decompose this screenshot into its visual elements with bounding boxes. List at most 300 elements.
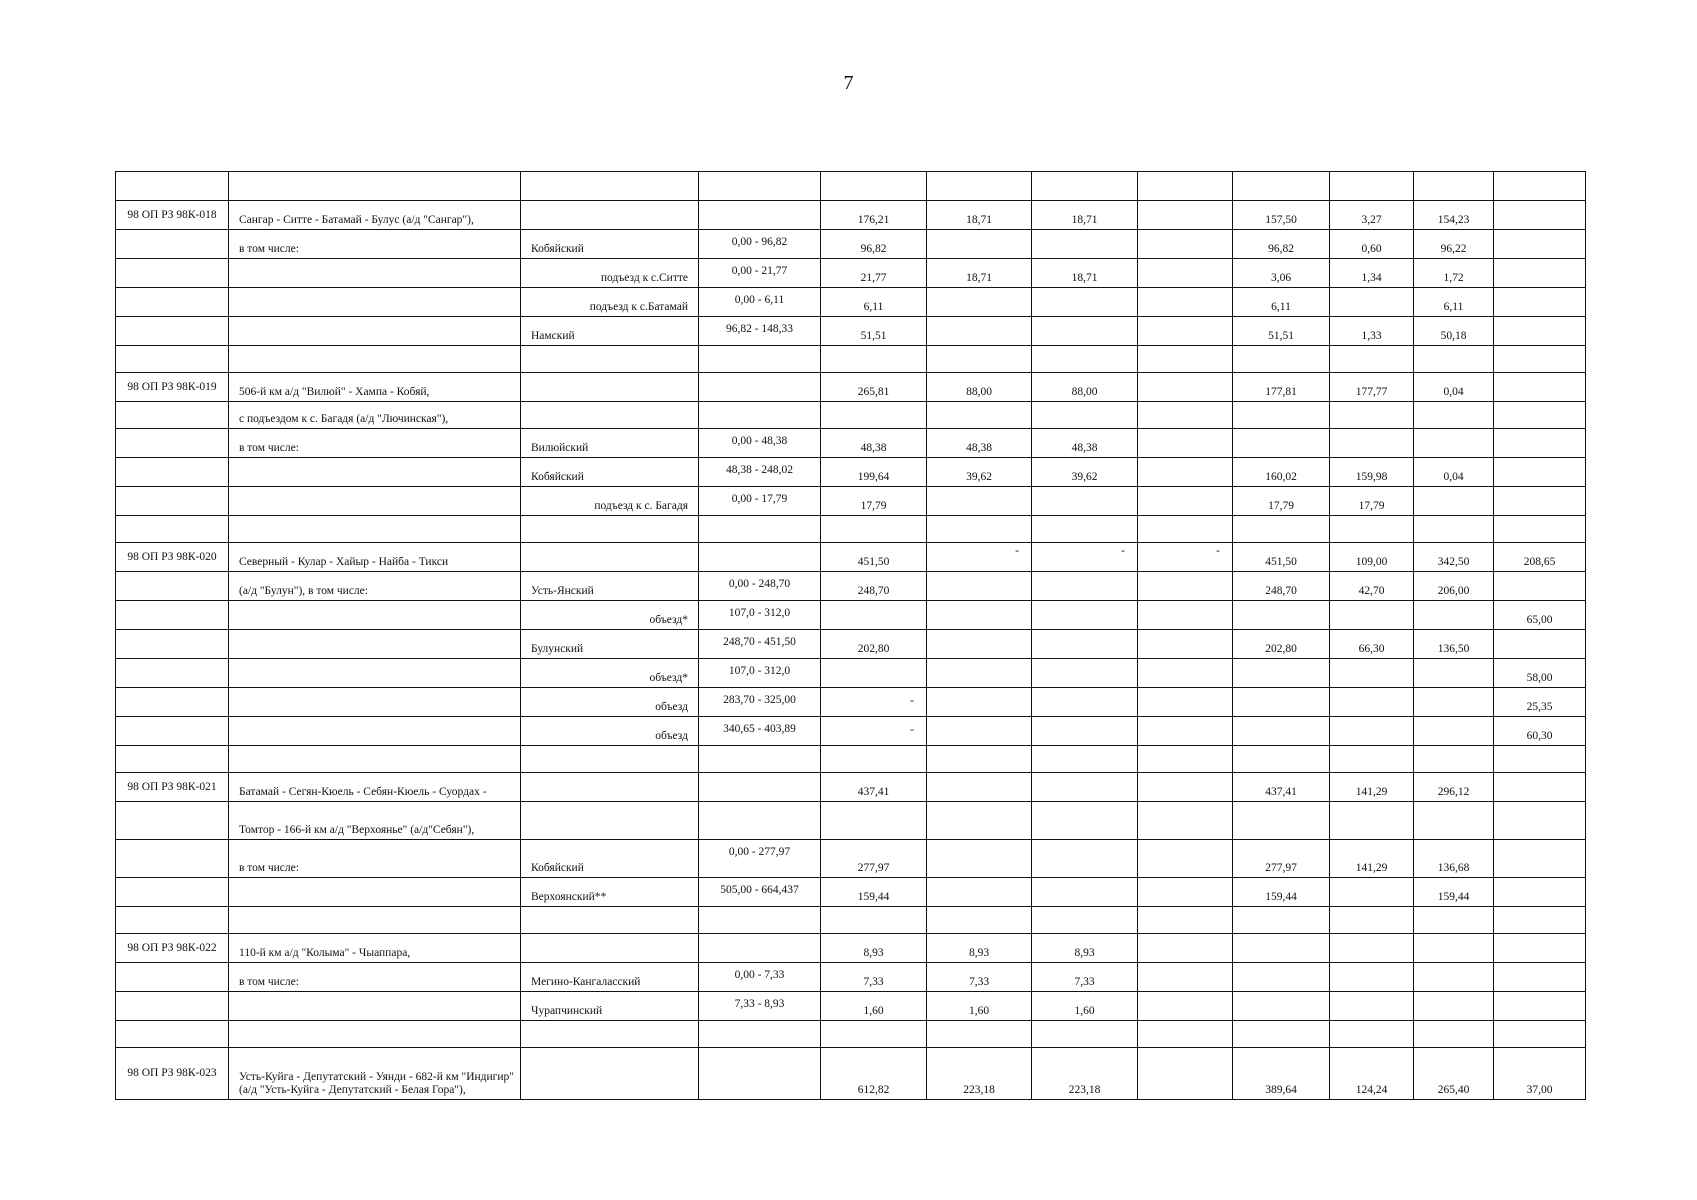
value-cell-v2	[927, 688, 1032, 717]
value-cell-v3: 223,18	[1032, 1048, 1138, 1100]
value-cell-v2	[927, 1021, 1032, 1048]
road-code-cell	[116, 878, 229, 907]
value-cell-v8	[1494, 172, 1586, 201]
district-cell: объезд	[521, 717, 699, 746]
value-cell-v5	[1233, 429, 1330, 458]
table-row	[116, 317, 1586, 346]
value-cell-v5	[1233, 402, 1330, 429]
value-cell-v3: 39,62	[1032, 458, 1138, 487]
value-cell-v3	[1032, 172, 1138, 201]
value-cell-v7: 136,50	[1414, 630, 1494, 659]
value-cell-v1: 48,38	[821, 429, 927, 458]
value-cell-v6: 109,00	[1330, 543, 1414, 572]
road-code-cell	[116, 746, 229, 773]
value-cell-v3: 18,71	[1032, 201, 1138, 230]
value-cell-v6	[1330, 659, 1414, 688]
value-cell-v2	[927, 878, 1032, 907]
value-cell-v4	[1138, 429, 1233, 458]
value-cell-v2: 7,33	[927, 963, 1032, 992]
value-cell-v7	[1414, 746, 1494, 773]
value-cell-v4	[1138, 907, 1233, 934]
value-cell-v6: 141,29	[1330, 840, 1414, 878]
district-cell	[521, 802, 699, 840]
road-name-cell: Северный - Кулар - Хайыр - Найба - Тикси	[229, 543, 521, 572]
km-range-cell: 0,00 - 48,38	[699, 429, 821, 458]
district-cell	[521, 746, 699, 773]
table-row	[116, 487, 1586, 516]
km-range-cell: 248,70 - 451,50	[699, 630, 821, 659]
road-code-cell	[116, 288, 229, 317]
road-code-cell	[116, 717, 229, 746]
value-cell-v8	[1494, 458, 1586, 487]
value-cell-v4	[1138, 373, 1233, 402]
value-cell-v8	[1494, 572, 1586, 601]
value-cell-v3	[1032, 907, 1138, 934]
value-cell-v6: 0,60	[1330, 230, 1414, 259]
km-range-cell	[699, 172, 821, 201]
value-cell-v6	[1330, 878, 1414, 907]
district-cell: Усть-Янский	[521, 572, 699, 601]
value-cell-v5: 451,50	[1233, 543, 1330, 572]
road-name-cell	[229, 516, 521, 543]
km-range-cell	[699, 543, 821, 572]
value-cell-v3	[1032, 773, 1138, 802]
value-cell-v8: 37,00	[1494, 1048, 1586, 1100]
value-cell-v5	[1233, 963, 1330, 992]
value-cell-v1: 248,70	[821, 572, 927, 601]
value-cell-v8: 208,65	[1494, 543, 1586, 572]
km-range-cell: 0,00 - 17,79	[699, 487, 821, 516]
district-cell	[521, 172, 699, 201]
value-cell-v6: 1,33	[1330, 317, 1414, 346]
km-range-cell: 107,0 - 312,0	[699, 601, 821, 630]
value-cell-v2	[927, 717, 1032, 746]
district-cell	[521, 373, 699, 402]
table-row	[116, 543, 1586, 572]
table-row	[116, 1021, 1586, 1048]
value-cell-v7: 50,18	[1414, 317, 1494, 346]
value-cell-v2: 223,18	[927, 1048, 1032, 1100]
value-cell-v5	[1233, 516, 1330, 543]
km-range-cell	[699, 802, 821, 840]
value-cell-v4	[1138, 992, 1233, 1021]
value-cell-v4	[1138, 516, 1233, 543]
value-cell-v1	[821, 601, 927, 630]
value-cell-v2: 18,71	[927, 201, 1032, 230]
table-row	[116, 934, 1586, 963]
value-cell-v6	[1330, 516, 1414, 543]
value-cell-v4	[1138, 572, 1233, 601]
district-cell	[521, 402, 699, 429]
value-cell-v6	[1330, 907, 1414, 934]
road-name-cell	[229, 346, 521, 373]
value-cell-v4	[1138, 717, 1233, 746]
table-row	[116, 230, 1586, 259]
km-range-cell: 0,00 - 6,11	[699, 288, 821, 317]
value-cell-v5: 6,11	[1233, 288, 1330, 317]
value-cell-v6: 42,70	[1330, 572, 1414, 601]
value-cell-v3: 88,00	[1032, 373, 1138, 402]
road-code-cell	[116, 688, 229, 717]
table-row	[116, 802, 1586, 840]
table-row	[116, 201, 1586, 230]
value-cell-v4	[1138, 630, 1233, 659]
road-code-cell	[116, 172, 229, 201]
value-cell-v7: 1,72	[1414, 259, 1494, 288]
value-cell-v1: 437,41	[821, 773, 927, 802]
value-cell-v1: 176,21	[821, 201, 927, 230]
value-cell-v1: 17,79	[821, 487, 927, 516]
value-cell-v2	[927, 402, 1032, 429]
value-cell-v4	[1138, 963, 1233, 992]
value-cell-v5	[1233, 688, 1330, 717]
value-cell-v2	[927, 840, 1032, 878]
value-cell-v3	[1032, 230, 1138, 259]
value-cell-v8	[1494, 201, 1586, 230]
road-name-cell	[229, 659, 521, 688]
road-code-cell	[116, 907, 229, 934]
km-range-cell: 0,00 - 277,97	[699, 840, 821, 878]
km-range-cell	[699, 907, 821, 934]
km-range-cell	[699, 746, 821, 773]
value-cell-v5	[1233, 172, 1330, 201]
value-cell-v5: 277,97	[1233, 840, 1330, 878]
value-cell-v1	[821, 346, 927, 373]
value-cell-v6	[1330, 288, 1414, 317]
value-cell-v8	[1494, 773, 1586, 802]
table-row	[116, 878, 1586, 907]
value-cell-v8	[1494, 317, 1586, 346]
value-cell-v6: 141,29	[1330, 773, 1414, 802]
road-register-table	[115, 171, 1586, 1100]
table-row	[116, 1048, 1586, 1100]
road-name-cell	[229, 259, 521, 288]
km-range-cell: 96,82 - 148,33	[699, 317, 821, 346]
value-cell-v4	[1138, 259, 1233, 288]
table-row	[116, 259, 1586, 288]
value-cell-v1: 6,11	[821, 288, 927, 317]
km-range-cell	[699, 373, 821, 402]
value-cell-v5	[1233, 802, 1330, 840]
value-cell-v4	[1138, 1021, 1233, 1048]
district-cell: объезд	[521, 688, 699, 717]
value-cell-v2	[927, 746, 1032, 773]
district-cell	[521, 773, 699, 802]
value-cell-v8	[1494, 746, 1586, 773]
value-cell-v4	[1138, 802, 1233, 840]
value-cell-v4	[1138, 458, 1233, 487]
page-number: 7	[843, 72, 854, 94]
value-cell-v1	[821, 1021, 927, 1048]
district-cell: Чурапчинский	[521, 992, 699, 1021]
value-cell-v1: -	[821, 717, 927, 746]
value-cell-v2	[927, 572, 1032, 601]
value-cell-v2	[927, 288, 1032, 317]
value-cell-v7	[1414, 516, 1494, 543]
km-range-cell: 0,00 - 96,82	[699, 230, 821, 259]
km-range-cell	[699, 201, 821, 230]
value-cell-v7: 159,44	[1414, 878, 1494, 907]
value-cell-v2	[927, 516, 1032, 543]
value-cell-v7	[1414, 992, 1494, 1021]
value-cell-v7	[1414, 487, 1494, 516]
value-cell-v4	[1138, 317, 1233, 346]
district-cell	[521, 1021, 699, 1048]
district-cell: Мегино-Кангаласский	[521, 963, 699, 992]
value-cell-v3	[1032, 717, 1138, 746]
table-row	[116, 516, 1586, 543]
value-cell-v3	[1032, 572, 1138, 601]
km-range-cell: 283,70 - 325,00	[699, 688, 821, 717]
table-body	[116, 172, 1586, 1100]
value-cell-v5: 159,44	[1233, 878, 1330, 907]
value-cell-v3	[1032, 840, 1138, 878]
road-code-cell: 98 ОП РЗ 98К-019	[116, 373, 229, 402]
road-code-cell: 98 ОП РЗ 98К-020	[116, 543, 229, 572]
value-cell-v1: 265,81	[821, 373, 927, 402]
district-cell: Намский	[521, 317, 699, 346]
district-cell: подъезд к с.Батамай	[521, 288, 699, 317]
value-cell-v2	[927, 317, 1032, 346]
district-cell	[521, 346, 699, 373]
value-cell-v8	[1494, 840, 1586, 878]
value-cell-v5	[1233, 1021, 1330, 1048]
road-code-cell	[116, 963, 229, 992]
value-cell-v5	[1233, 992, 1330, 1021]
value-cell-v5: 96,82	[1233, 230, 1330, 259]
value-cell-v4	[1138, 688, 1233, 717]
road-name-cell	[229, 630, 521, 659]
value-cell-v1: 202,80	[821, 630, 927, 659]
table-row	[116, 402, 1586, 429]
value-cell-v4	[1138, 172, 1233, 201]
value-cell-v1: 21,77	[821, 259, 927, 288]
value-cell-v4	[1138, 1048, 1233, 1100]
road-name-cell: Батамай - Сегян-Кюель - Себян-Кюель - Суордах -	[229, 773, 521, 802]
road-name-cell	[229, 907, 521, 934]
road-code-cell: 98 ОП РЗ 98К-021	[116, 773, 229, 802]
value-cell-v7	[1414, 934, 1494, 963]
road-name-cell: 110-й км а/д "Колыма" - Чыаппара,	[229, 934, 521, 963]
table-row	[116, 717, 1586, 746]
value-cell-v8	[1494, 402, 1586, 429]
value-cell-v6	[1330, 992, 1414, 1021]
value-cell-v5: 248,70	[1233, 572, 1330, 601]
value-cell-v7: 206,00	[1414, 572, 1494, 601]
district-cell	[521, 201, 699, 230]
value-cell-v3	[1032, 630, 1138, 659]
district-cell	[521, 543, 699, 572]
road-name-cell: Сангар - Ситте - Батамай - Булус (а/д "Сангар"),	[229, 201, 521, 230]
value-cell-v3: 1,60	[1032, 992, 1138, 1021]
table-row	[116, 840, 1586, 878]
road-code-cell	[116, 992, 229, 1021]
value-cell-v8	[1494, 288, 1586, 317]
road-name-cell: в том числе:	[229, 429, 521, 458]
table-row	[116, 630, 1586, 659]
value-cell-v3	[1032, 402, 1138, 429]
value-cell-v5: 202,80	[1233, 630, 1330, 659]
value-cell-v3	[1032, 317, 1138, 346]
district-cell: объезд*	[521, 659, 699, 688]
value-cell-v8: 60,30	[1494, 717, 1586, 746]
value-cell-v2	[927, 659, 1032, 688]
district-cell: Булунский	[521, 630, 699, 659]
road-code-cell	[116, 659, 229, 688]
value-cell-v7	[1414, 1021, 1494, 1048]
value-cell-v2: 8,93	[927, 934, 1032, 963]
road-code-cell	[116, 317, 229, 346]
km-range-cell	[699, 1021, 821, 1048]
value-cell-v4	[1138, 934, 1233, 963]
km-range-cell: 0,00 - 21,77	[699, 259, 821, 288]
value-cell-v1	[821, 659, 927, 688]
road-name-cell	[229, 317, 521, 346]
value-cell-v5	[1233, 601, 1330, 630]
km-range-cell: 505,00 - 664,437	[699, 878, 821, 907]
km-range-cell	[699, 516, 821, 543]
value-cell-v4	[1138, 659, 1233, 688]
road-code-cell	[116, 346, 229, 373]
value-cell-v3	[1032, 516, 1138, 543]
road-code-cell	[116, 230, 229, 259]
district-cell: Кобяйский	[521, 458, 699, 487]
value-cell-v1: 612,82	[821, 1048, 927, 1100]
value-cell-v3	[1032, 346, 1138, 373]
value-cell-v8	[1494, 802, 1586, 840]
value-cell-v4	[1138, 487, 1233, 516]
value-cell-v1: 96,82	[821, 230, 927, 259]
value-cell-v5: 437,41	[1233, 773, 1330, 802]
road-code-cell: 98 ОП РЗ 98К-022	[116, 934, 229, 963]
road-code-cell	[116, 429, 229, 458]
value-cell-v8	[1494, 429, 1586, 458]
value-cell-v7: 265,40	[1414, 1048, 1494, 1100]
value-cell-v3: 8,93	[1032, 934, 1138, 963]
road-name-cell	[229, 458, 521, 487]
table-row	[116, 688, 1586, 717]
value-cell-v8	[1494, 259, 1586, 288]
value-cell-v1: 199,64	[821, 458, 927, 487]
road-name-cell	[229, 1021, 521, 1048]
value-cell-v6: 124,24	[1330, 1048, 1414, 1100]
value-cell-v7	[1414, 688, 1494, 717]
road-name-cell	[229, 688, 521, 717]
table-row	[116, 907, 1586, 934]
value-cell-v4	[1138, 840, 1233, 878]
value-cell-v3	[1032, 746, 1138, 773]
value-cell-v5: 177,81	[1233, 373, 1330, 402]
value-cell-v3	[1032, 688, 1138, 717]
value-cell-v4	[1138, 346, 1233, 373]
value-cell-v4	[1138, 402, 1233, 429]
value-cell-v4	[1138, 288, 1233, 317]
value-cell-v1: 7,33	[821, 963, 927, 992]
value-cell-v5	[1233, 746, 1330, 773]
value-cell-v5: 51,51	[1233, 317, 1330, 346]
value-cell-v7: 6,11	[1414, 288, 1494, 317]
value-cell-v8	[1494, 516, 1586, 543]
value-cell-v1: 451,50	[821, 543, 927, 572]
value-cell-v7	[1414, 659, 1494, 688]
table-row	[116, 746, 1586, 773]
value-cell-v3: -	[1032, 543, 1138, 572]
value-cell-v3	[1032, 878, 1138, 907]
value-cell-v5	[1233, 717, 1330, 746]
district-cell: объезд*	[521, 601, 699, 630]
value-cell-v7	[1414, 963, 1494, 992]
value-cell-v8	[1494, 346, 1586, 373]
value-cell-v3	[1032, 487, 1138, 516]
road-name-cell: 506-й км а/д "Вилюй" - Хампа - Кобяй,	[229, 373, 521, 402]
road-name-cell: с подъездом к с. Багадя (а/д "Лючинская"),	[229, 402, 521, 429]
road-name-cell: в том числе:	[229, 840, 521, 878]
value-cell-v6	[1330, 802, 1414, 840]
value-cell-v5: 17,79	[1233, 487, 1330, 516]
value-cell-v8	[1494, 907, 1586, 934]
road-name-cell: в том числе:	[229, 230, 521, 259]
table-row	[116, 659, 1586, 688]
value-cell-v4	[1138, 601, 1233, 630]
road-name-cell	[229, 878, 521, 907]
table-row	[116, 288, 1586, 317]
value-cell-v2: 1,60	[927, 992, 1032, 1021]
table-row	[116, 172, 1586, 201]
value-cell-v7	[1414, 907, 1494, 934]
value-cell-v2	[927, 630, 1032, 659]
road-name-cell	[229, 992, 521, 1021]
value-cell-v2	[927, 172, 1032, 201]
value-cell-v2	[927, 346, 1032, 373]
value-cell-v4	[1138, 230, 1233, 259]
value-cell-v4	[1138, 878, 1233, 907]
table-row	[116, 773, 1586, 802]
value-cell-v8: 25,35	[1494, 688, 1586, 717]
value-cell-v7: 136,68	[1414, 840, 1494, 878]
value-cell-v8	[1494, 1021, 1586, 1048]
road-code-cell	[116, 458, 229, 487]
road-name-cell	[229, 288, 521, 317]
district-cell	[521, 934, 699, 963]
value-cell-v6	[1330, 963, 1414, 992]
road-name-cell: Томтор - 166-й км а/д "Верхоянье" (а/д"Себян"),	[229, 802, 521, 840]
value-cell-v3	[1032, 1021, 1138, 1048]
value-cell-v1	[821, 172, 927, 201]
value-cell-v5	[1233, 907, 1330, 934]
value-cell-v6	[1330, 746, 1414, 773]
value-cell-v6	[1330, 402, 1414, 429]
value-cell-v5: 160,02	[1233, 458, 1330, 487]
district-cell	[521, 1048, 699, 1100]
value-cell-v7	[1414, 402, 1494, 429]
value-cell-v8	[1494, 630, 1586, 659]
road-code-cell: 98 ОП РЗ 98К-023	[116, 1048, 229, 1100]
table-row	[116, 572, 1586, 601]
value-cell-v6	[1330, 601, 1414, 630]
value-cell-v2	[927, 487, 1032, 516]
km-range-cell: 0,00 - 7,33	[699, 963, 821, 992]
value-cell-v8	[1494, 963, 1586, 992]
value-cell-v7: 0,04	[1414, 373, 1494, 402]
road-code-cell	[116, 516, 229, 543]
km-range-cell: 107,0 - 312,0	[699, 659, 821, 688]
value-cell-v3	[1032, 802, 1138, 840]
table-row	[116, 346, 1586, 373]
value-cell-v6	[1330, 346, 1414, 373]
road-name-cell: (а/д "Булун"), в том числе:	[229, 572, 521, 601]
value-cell-v3	[1032, 288, 1138, 317]
district-cell	[521, 907, 699, 934]
